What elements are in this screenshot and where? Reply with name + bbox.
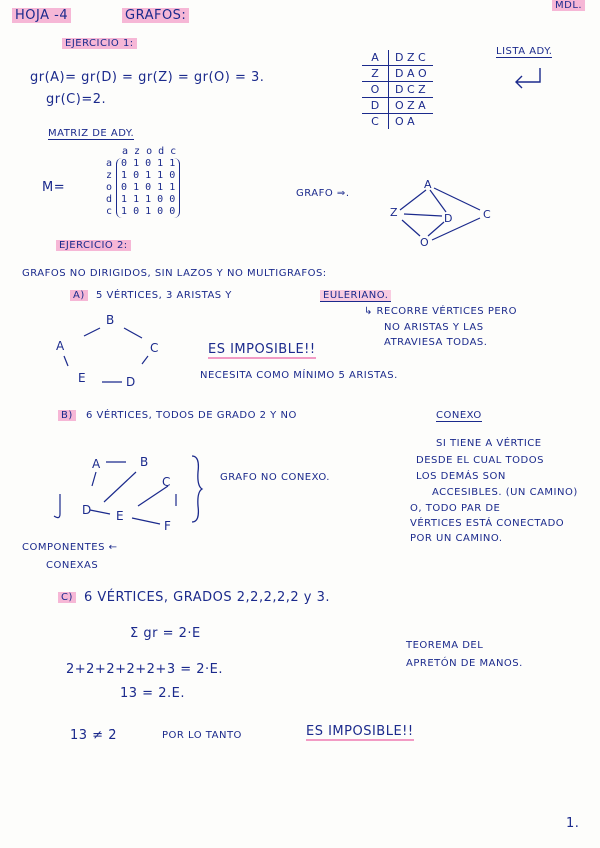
- adj-row: [362, 50, 433, 66]
- adj-key: C: [362, 114, 389, 130]
- ej2b-comp1: COMPONENTES ←: [22, 542, 118, 553]
- node-label: F: [164, 519, 171, 533]
- edge: [64, 356, 68, 366]
- edge: [402, 220, 420, 236]
- ej2a-label: A): [70, 290, 88, 301]
- ej1-title: EJERCICIO 1:: [62, 38, 137, 49]
- node-label: A: [92, 457, 101, 471]
- matrix-label: M=: [42, 180, 66, 195]
- node-label: C: [150, 341, 159, 355]
- edge: [404, 214, 442, 216]
- matrix-row: 1 0 1 0 0: [121, 206, 176, 217]
- node-label: A: [56, 339, 65, 353]
- matrix-col-head: a z o d c: [122, 146, 177, 157]
- matrix-row: 1 0 1 1 0: [121, 170, 176, 181]
- matrix-row-key: z: [106, 170, 113, 181]
- adj-key: A: [362, 50, 389, 66]
- ej2b-text: 6 VÉRTICES, TODOS DE GRADO 2 Y NO: [86, 410, 297, 421]
- adj-values: O Z A: [389, 98, 433, 114]
- edge: [400, 190, 426, 210]
- edge: [434, 188, 480, 210]
- edge: [84, 328, 100, 336]
- ej2-intro: GRAFOS NO DIRIGIDOS, SIN LAZOS Y NO MULTIGRAFOS:: [22, 268, 327, 279]
- matrix-row: 1 1 1 0 0: [121, 194, 176, 205]
- ej1-degrees-line1: gr(A)= gr(D) = gr(Z) = gr(O) = 3.: [30, 70, 265, 85]
- matrix-row-key: a: [106, 158, 113, 169]
- node-label: E: [78, 371, 86, 385]
- ej2b-graph: [48, 450, 210, 540]
- grafo-label: GRAFO ⇒.: [296, 188, 350, 199]
- matrix-body: [116, 158, 180, 218]
- ej1-graph: [386, 176, 506, 248]
- ej2-title: EJERCICIO 2:: [56, 240, 131, 251]
- adj-values: D C Z: [389, 82, 433, 98]
- edge: [432, 218, 480, 240]
- ej2c-text: 6 VÉRTICES, GRADOS 2,2,2,2,2 y 3.: [84, 590, 331, 605]
- ej2c-conclusion: 13 ≠ 2̇: [70, 728, 117, 743]
- adjacency-matrix: [106, 146, 180, 218]
- edge: [124, 328, 142, 338]
- node-label: C: [162, 475, 171, 489]
- adj-list-title: LISTA ADY.: [496, 46, 553, 57]
- adj-row: [362, 66, 433, 82]
- node-label: A: [424, 178, 432, 191]
- ej2c-label: C): [58, 592, 76, 603]
- edge: [92, 472, 96, 486]
- adj-key: D: [362, 98, 389, 114]
- edge: [104, 472, 136, 502]
- curly-brace-icon: [190, 454, 204, 524]
- adj-row: [362, 82, 433, 98]
- matrix-title: MATRIZ DE ADY.: [48, 128, 135, 139]
- bracket: [54, 494, 60, 518]
- ej2b-def4: ACCESIBLES. (UN CAMINO): [432, 487, 578, 498]
- ej2a-graph: [54, 312, 174, 392]
- page-number: 1.: [566, 816, 580, 831]
- page-title: GRAFOS:: [122, 8, 189, 23]
- return-arrow-icon: [510, 66, 546, 90]
- edge: [90, 510, 110, 514]
- adj-values: D Z C: [395, 51, 426, 64]
- ej2b-result: GRAFO NO CONEXO.: [220, 472, 330, 483]
- node-label: B: [106, 313, 115, 327]
- ej2b-def7: POR UN CAMINO.: [410, 533, 503, 544]
- corner-note: MDL.: [552, 0, 585, 11]
- adj-key: Z: [362, 66, 389, 82]
- ej2c-imposible: ES IMPOSIBLE!!: [306, 724, 414, 739]
- edge: [430, 190, 446, 212]
- ej2c-sum: Σ gr = 2·E: [130, 626, 201, 641]
- adj-values: D A O: [389, 66, 433, 82]
- ej2b-def5: O, TODO PAR DE: [410, 503, 501, 514]
- ej2b-def1: SI TIENE A VÉRTICE: [436, 438, 542, 449]
- ej2c-eq1: 2+2+2+2+2+3 = 2·E.: [66, 662, 223, 677]
- ej2c-teorema1: TEOREMA DEL: [406, 640, 484, 651]
- adj-values: O A: [389, 114, 433, 130]
- matrix-row-keys: [106, 158, 112, 218]
- edge: [132, 518, 160, 524]
- matrix-row-key: o: [106, 182, 113, 193]
- matrix-row: 0 1 0 1 1: [121, 158, 176, 169]
- ej2b-comp2: CONEXAS: [46, 560, 99, 571]
- ej2b-word: CONEXO: [436, 410, 482, 421]
- ej2b-label: B): [58, 410, 76, 421]
- edge: [138, 486, 168, 506]
- edge: [428, 222, 444, 236]
- node-label: B: [140, 455, 149, 469]
- matrix-row-key: d: [106, 194, 113, 205]
- ej2c-porlo: POR LO TANTO: [162, 730, 242, 741]
- node-label: O: [420, 236, 429, 248]
- ej2a-imposible: ES IMPOSIBLE!!: [208, 342, 316, 357]
- node-label: C: [483, 208, 491, 221]
- ej2a-word: EULERIANO.: [320, 290, 391, 302]
- adj-row: [362, 98, 433, 114]
- ej2a-text: 5 VÉRTICES, 3 ARISTAS Y: [96, 290, 232, 301]
- matrix-row-key: c: [106, 206, 113, 217]
- node-label: Z: [390, 206, 398, 219]
- adjacency-list-table: [362, 50, 433, 129]
- ej2b-def2: DESDE EL CUAL TODOS: [416, 455, 544, 466]
- ej2c-teorema2: APRETÓN DE MANOS.: [406, 658, 523, 669]
- matrix-row: 0 1 0 1 1: [121, 182, 176, 193]
- node-label: D: [82, 503, 92, 517]
- ej2a-note2: NO ARISTAS Y LAS: [384, 322, 484, 333]
- node-label: E: [116, 509, 124, 523]
- adj-row: [362, 114, 433, 130]
- ej2a-necesita: NECESITA COMO MÍNIMO 5 ARISTAS.: [200, 370, 398, 381]
- node-label: D: [444, 212, 453, 225]
- ej2a-note1: ↳ RECORRE VÉRTICES PERO: [364, 306, 518, 317]
- ej2b-def3: LOS DEMÁS SON: [416, 471, 506, 482]
- node-label: D: [126, 375, 136, 389]
- ej2a-note3: ATRAVIESA TODAS.: [384, 337, 488, 348]
- adj-key: O: [362, 82, 389, 98]
- sheet-label: HOJA -4: [12, 8, 71, 23]
- ej2c-eq2: 13 = 2.E.: [120, 686, 185, 701]
- edge: [142, 356, 148, 364]
- ej1-degrees-line2: gr(C)=2.: [46, 92, 107, 107]
- ej2b-def6: VÉRTICES ESTÁ CONECTADO: [410, 518, 565, 529]
